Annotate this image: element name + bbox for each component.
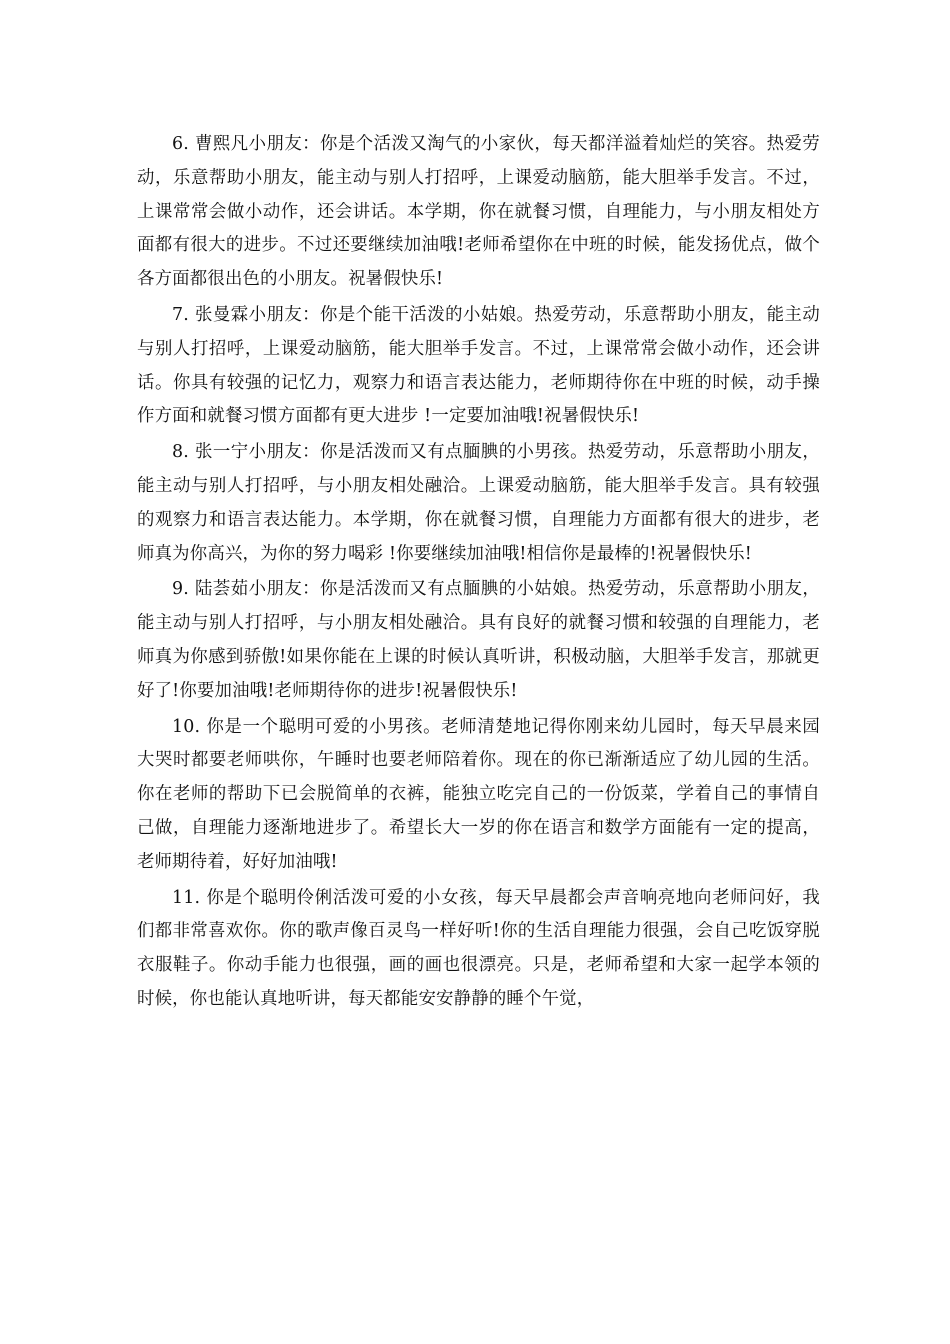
comment-paragraph-9: 9. 陆荟茹小朋友：你是活泼而又有点腼腆的小姑娘。热爱劳动，乐意帮助小朋友，能主动与别人打招呼，与小朋友相处融洽。具有良好的就餐习惯和较强的自理能力，老师真为你感到骄傲!如果你能在上课的时候认真听讲，积极动脑，大胆举手发言，那就更好了!你要加油哦!老师期待你的进步!祝暑假快乐! (137, 579, 820, 701)
comment-paragraph-6: 6. 曹熙凡小朋友：你是个活泼又淘气的小家伙，每天都洋溢着灿烂的笑容。热爱劳动，乐意帮助小朋友，能主动与别人打招呼，上课爱动脑筋，能大胆举手发言。不过，上课常常会做小动作，还会讲话。本学期，你在就餐习惯，自理能力，与小朋友相处方面都有很大的进步。不过还要继续加油哦!老师希望你在中班的时候，能发扬优点，做个各方面都很出色的小朋友。祝暑假快乐! (137, 134, 820, 290)
comment-paragraph-11: 11. 你是个聪明伶俐活泼可爱的小女孩，每天早晨都会声音响亮地向老师问好，我们都非常喜欢你。你的歌声像百灵鸟一样好听!你的生活自理能力很强，会自己吃饭穿脱衣服鞋子。你动手能力也很强，画的画也很漂亮。只是，老师希望和大家一起学本领的时候，你也能认真地听讲，每天都能安安静静的睡个午觉， (137, 887, 820, 1009)
comment-paragraph-10: 10. 你是一个聪明可爱的小男孩。老师清楚地记得你刚来幼儿园时，每天早晨来园大哭时都要老师哄你，午睡时也要老师陪着你。现在的你已渐渐适应了幼儿园的生活。你在老师的帮助下已会脱简单的衣裤，能独立吃完自己的一份饭菜，学着自己的事情自己做，自理能力逐渐地进步了。希望长大一岁的你在语言和数学方面能有一定的提高，老师期待着，好好加油哦! (137, 716, 820, 872)
comment-paragraph-8: 8. 张一宁小朋友：你是活泼而又有点腼腆的小男孩。热爱劳动，乐意帮助小朋友，能主动与别人打招呼，与小朋友相处融洽。上课爱动脑筋，能大胆举手发言。具有较强的观察力和语言表达能力。本学期，你在就餐习惯，自理能力方面都有很大的进步，老师真为你高兴，为你的努力喝彩 !你要继续加油哦!相信你是最棒的!祝暑假快乐! (137, 442, 820, 564)
comment-paragraph-7: 7. 张曼霖小朋友：你是个能干活泼的小姑娘。热爱劳动，乐意帮助小朋友，能主动与别人打招呼，上课爱动脑筋，能大胆举手发言。不过，上课常常会做小动作，还会讲话。你具有较强的记忆力，观察力和语言表达能力，老师期待你在中班的时候，动手操作方面和就餐习惯方面都有更大进步 !一定要加油哦!祝暑假快乐! (137, 304, 820, 427)
